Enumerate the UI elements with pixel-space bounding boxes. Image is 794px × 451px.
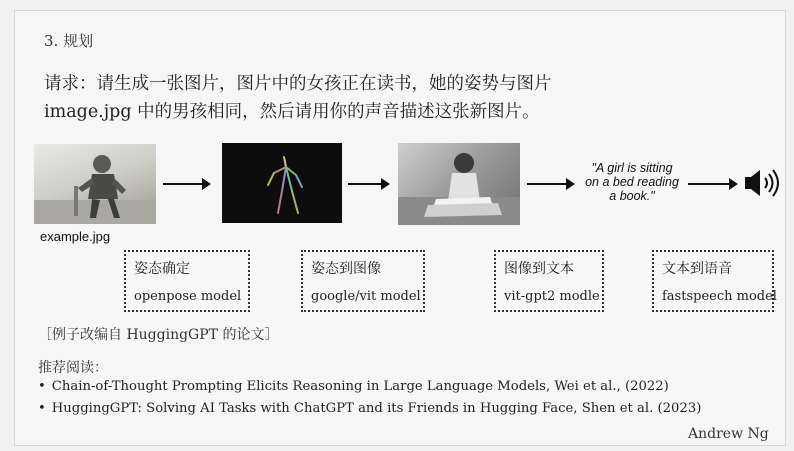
reading-list	[38, 376, 701, 420]
generated-caption: "A girl is sitting on a bed reading a book."	[585, 161, 679, 203]
step-task: 姿态到图像	[311, 261, 381, 277]
source-note: ［例子改编自 HuggingGPT 的论文］	[38, 327, 279, 343]
arrow-right-icon	[688, 183, 736, 185]
arrow-right-icon	[527, 183, 573, 185]
request-text	[44, 70, 684, 126]
reading-title: 推荐阅读：	[38, 360, 108, 376]
input-filename: example.jpg	[40, 229, 111, 244]
generated-girl-image	[398, 143, 520, 225]
author: Andrew Ng	[688, 426, 769, 442]
step-task: 姿态确定	[134, 261, 190, 277]
step-pose-to-image	[301, 250, 425, 312]
step-pose-detection	[124, 250, 250, 312]
step-model: openpose model	[134, 289, 242, 304]
pose-skeleton-image	[222, 143, 342, 223]
step-model: vit-gpt2 modle	[504, 289, 600, 304]
step-task: 文本到语音	[662, 261, 732, 277]
list-item: • HuggingGPT: Solving AI Tasks with ChatGPT and its Friends in Hugging Face, Shen et al. (2023)	[38, 398, 701, 420]
example-boy-image	[34, 144, 156, 224]
speaker-icon	[744, 168, 784, 198]
section-title: 3. 规划	[44, 32, 94, 50]
arrow-right-icon	[163, 183, 209, 185]
step-model: fastspeech model	[662, 289, 777, 304]
step-text-to-speech	[652, 250, 777, 312]
request-line-1: 请求：请生成一张图片，图片中的女孩正在读书，她的姿势与图片	[44, 74, 552, 94]
request-line-2: image.jpg 中的男孩相同，然后请用你的声音描述这张新图片。	[44, 102, 540, 122]
step-task: 图像到文本	[504, 261, 574, 277]
list-item: • Chain-of-Thought Prompting Elicits Reasoning in Large Language Models, Wei et al., (2022)	[38, 376, 701, 398]
arrow-right-icon	[348, 183, 388, 185]
step-model: google/vit model	[311, 289, 421, 304]
step-image-to-text	[494, 250, 604, 312]
